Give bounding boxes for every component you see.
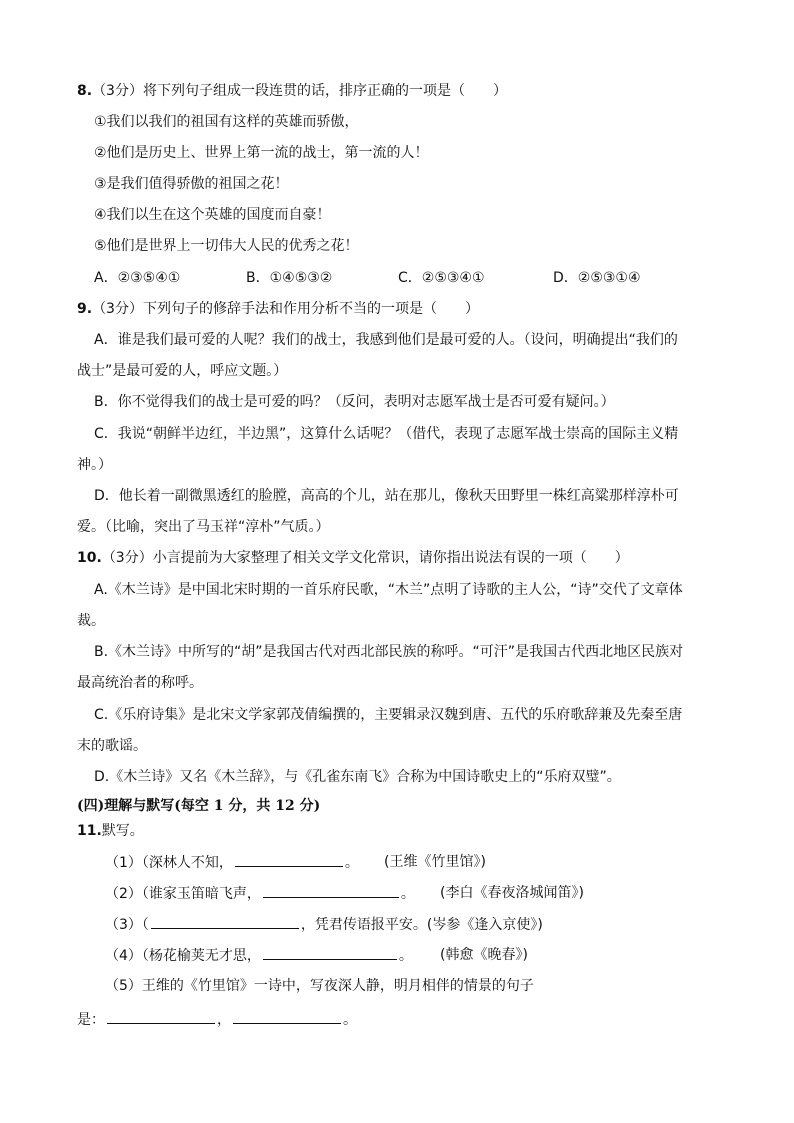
q9-option-d[interactable]: D．他长着一副微黑透红的脸膛，高高的个儿，站在那儿，像秋天田野里一株红高粱那样淳朴可 <box>94 488 679 504</box>
q11-stem: 默写。 <box>101 823 144 839</box>
q11-header <box>77 821 144 841</box>
q11-item-2-source: (李白《春夜洛城闻笛》) <box>440 885 584 901</box>
q8-options <box>94 268 641 288</box>
q11-item-2-prefix: （2）（谁家玉笛暗飞声， <box>105 886 261 902</box>
q11-item-2-suffix: 。 <box>400 886 415 902</box>
q8-number: 8. <box>77 83 93 99</box>
q8-option-b[interactable]: B．①④⑤③② <box>246 270 333 286</box>
q11-item-3 <box>105 914 543 935</box>
q8-option-d[interactable]: D．②⑤③①④ <box>553 270 641 286</box>
q11-item-4-source: (韩愈《晚春》) <box>440 947 528 963</box>
q10-option-a[interactable]: A.《木兰诗》是中国北宋时期的一首乐府民歌，“木兰”点明了诗歌的主人公，“诗”交代了文章体 <box>94 582 683 598</box>
q11-item-5: （5）王维的《竹里馆》一诗中，写夜深人静，明月相伴的情景的句子 <box>105 978 534 994</box>
q11-item-4 <box>105 945 413 966</box>
q9-header <box>77 299 479 319</box>
q9-option-a-cont: 战士”是最可爱的人，呼应文题。） <box>77 363 288 379</box>
q11-item-3-suffix: ，凭君传语报平安。(岑参《逢入京使》) <box>300 917 543 933</box>
q11-number: 11. <box>77 823 102 839</box>
q11-item-2-blank[interactable] <box>263 883 399 898</box>
q11-item-1-source: (王维《竹里馆》) <box>384 854 486 870</box>
section-4-heading: (四)理解与默写(每空 1 分，共 12 分) <box>77 798 321 814</box>
q10-header <box>77 548 629 568</box>
q11-item-5-comma: ， <box>217 1012 231 1028</box>
q8-sentence-4: ④我们以生在这个英雄的国度而自豪！ <box>94 207 331 223</box>
q11-item-3-blank[interactable] <box>151 914 299 929</box>
q11-item-5-blank-1[interactable] <box>107 1009 215 1024</box>
q8-option-a[interactable]: A．②③⑤④① <box>94 270 181 286</box>
q10-option-c[interactable]: C.《乐府诗集》是北宋文学家郭茂倩编撰的，主要辑录汉魏到唐、五代的乐府歌辞兼及先秦至唐 <box>94 707 683 723</box>
q9-stem: （3分）下列句子的修辞手法和作用分析不当的一项是（ ） <box>92 301 479 317</box>
q11-item-4-suffix: 。 <box>398 948 413 964</box>
q10-number: 10. <box>77 550 102 566</box>
q8-stem: （3分）将下列句子组成一段连贯的话，排序正确的一项是（ ） <box>92 83 507 99</box>
q8-header <box>77 81 507 101</box>
q8-sentence-5: ⑤他们是世界上一切伟大人民的优秀之花！ <box>94 238 359 254</box>
q10-option-b-cont: 最高统治者的称呼。 <box>77 675 203 691</box>
q8-sentence-2: ②他们是历史上、世界上第一流的战士，第一流的人！ <box>94 145 429 161</box>
q8-option-c[interactable]: C．②⑤③④① <box>398 270 485 286</box>
q11-item-1-suffix: 。 <box>344 855 359 871</box>
q10-option-c-cont: 末的歌谣。 <box>77 738 147 754</box>
q10-option-b[interactable]: B.《木兰诗》中所写的“胡”是我国古代对西北部民族的称呼。“可汗”是我国古代西北地区民族对 <box>94 644 684 660</box>
q9-option-b[interactable]: B．你不觉得我们的战士是可爱的吗？（反问，表明对志愿军战士是否可爱有疑问。） <box>94 394 615 410</box>
q11-item-4-prefix: （4）（杨花榆荚无才思， <box>105 948 261 964</box>
q9-option-c[interactable]: C．我说“朝鲜半边红，半边黑”，这算什么话呢？（借代，表现了志愿军战士崇高的国际主义精 <box>94 426 679 442</box>
q11-item-1-prefix: （1）（深林人不知， <box>105 855 233 871</box>
q9-option-c-cont: 神。） <box>77 457 112 473</box>
q11-item-5-blank-2[interactable] <box>233 1009 341 1024</box>
q11-item-3-prefix: （3）（ <box>105 917 149 933</box>
q11-item-5-suffix: 。 <box>343 1012 357 1028</box>
q10-option-d[interactable]: D.《木兰诗》又名《木兰辞》，与《孔雀东南飞》合称为中国诗歌史上的“乐府双璧”。 <box>94 769 621 785</box>
q11-item-1 <box>105 852 359 873</box>
q8-sentence-1: ①我们以我们的祖国有这样的英雄而骄傲， <box>94 114 359 130</box>
q10-option-a-cont: 裁。 <box>77 613 105 629</box>
q11-item-4-blank[interactable] <box>263 945 397 960</box>
q11-item-1-blank[interactable] <box>235 852 343 867</box>
q9-option-a[interactable]: A．谁是我们最可爱的人呢？我们的战士，我感到他们是最可爱的人。（设问，明确提出“我们的 <box>94 332 678 348</box>
q11-item-2 <box>105 883 415 904</box>
q9-number: 9. <box>77 301 93 317</box>
q11-item-5-answer-line <box>77 1009 357 1030</box>
q10-stem: （3分）小言提前为大家整理了相关文学文化常识，请你指出说法有误的一项（ ） <box>101 550 629 566</box>
q9-option-d-cont: 爱。（比喻，突出了马玉祥“淳朴”气质。） <box>77 519 330 535</box>
q11-item-5-prefix: 是： <box>77 1012 105 1028</box>
q8-sentence-3: ③是我们值得骄傲的祖国之花！ <box>94 176 289 192</box>
